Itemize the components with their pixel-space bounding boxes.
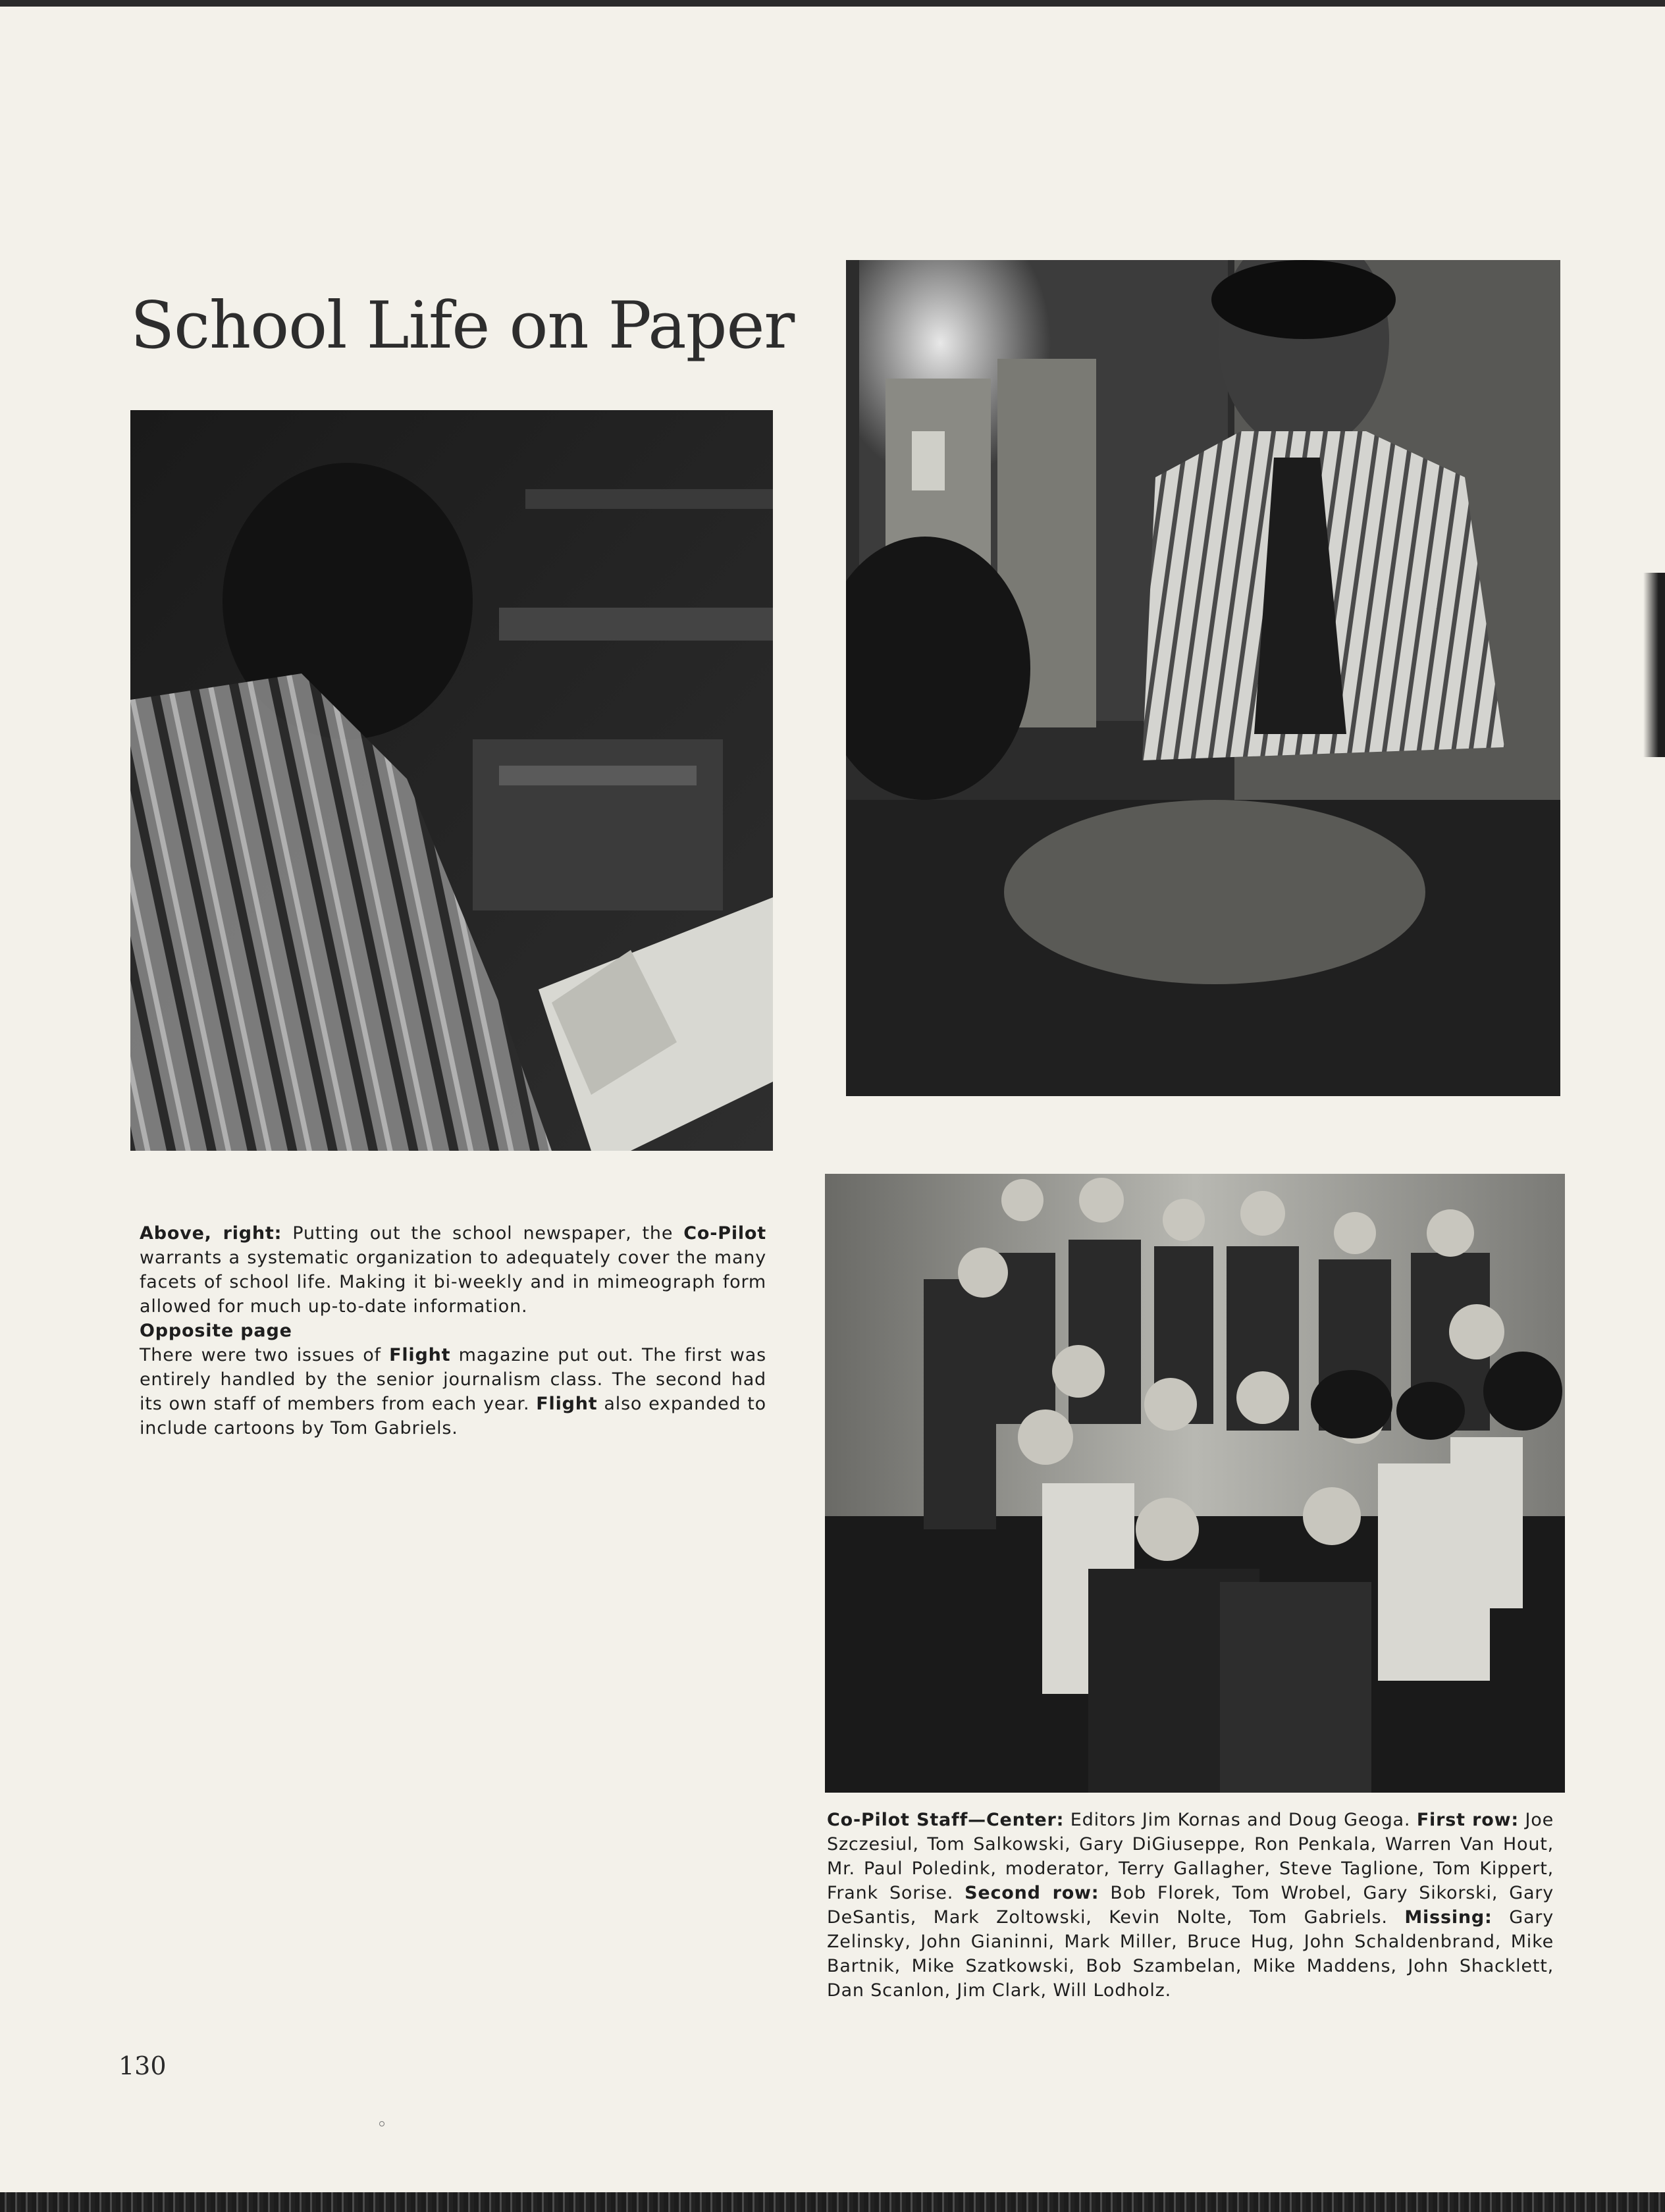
- caption-label-second-row: Second row:: [965, 1883, 1099, 1903]
- caption-text: warrants a systematic organization to adequately cover the many facets of school life. Making it bi-weekly and in mimeograph form allowed for much up-to-date information.: [140, 1248, 766, 1317]
- caption-text: Putting out the school newspaper, the: [282, 1223, 684, 1244]
- caption-flight-paragraph: [140, 1343, 766, 1440]
- caption-staff-paragraph: [827, 1808, 1554, 2003]
- caption-text: Bob Florek, Tom Wrobel, Gary Sikorski, Gary DeSantis, Mark Zoltowski, Kevin Nolte, Tom Gabriels.: [827, 1883, 1554, 1928]
- caption-label-opposite-page: Opposite page: [140, 1321, 292, 1341]
- caption-bold-flight: Flight: [536, 1394, 598, 1414]
- caption-text: There were two issues of: [140, 1345, 390, 1365]
- scan-edge-right: [1643, 573, 1665, 757]
- caption-label-first-row: First row:: [1416, 1810, 1519, 1830]
- caption-opposite-heading: [140, 1319, 766, 1343]
- caption-text: Gary Zelinsky, John Gianinni, Mark Miller, Bruce Hug, John Schaldenbrand, Mike Bartnik, Mike Szatkowski, Bob Szambelan, Mike Maddens, John Shacklett, Dan Scanlon, Jim Clark, Will Lodholz.: [827, 1907, 1554, 2001]
- caption-text: magazine put out. The first was entirely handled by the senior journalism class. The second had its own staff of members from each year.: [140, 1345, 766, 1414]
- caption-bold-flight: Flight: [389, 1345, 451, 1365]
- photo-copilot-staff-group: [825, 1174, 1565, 1793]
- caption-newspaper: [140, 1221, 766, 1440]
- caption-label-missing: Missing:: [1404, 1907, 1493, 1928]
- caption-text: also expanded to include cartoons by Tom Gabriels.: [140, 1394, 766, 1438]
- photo-teacher-with-student: [846, 260, 1560, 1096]
- caption-text: Joe Szczesiul, Tom Salkowski, Gary DiGiuseppe, Ron Penkala, Warren Van Hout, Mr. Paul Poledink, moderator, Terry Gallagher, Steve Taglione, Tom Kippert, Frank Sorise.: [827, 1810, 1554, 1903]
- scan-speck: [379, 2121, 384, 2126]
- page-title: School Life on Paper: [130, 288, 795, 363]
- caption-label-above-right: Above, right:: [140, 1223, 282, 1244]
- scan-edge-top: [0, 0, 1665, 7]
- caption-label-center: Co-Pilot Staff—Center:: [827, 1810, 1065, 1830]
- photo-student-typing: [130, 410, 773, 1151]
- caption-newspaper-paragraph: [140, 1221, 766, 1319]
- caption-bold-copilot: Co-Pilot: [683, 1223, 766, 1244]
- page-number: 130: [119, 2051, 167, 2080]
- scan-edge-bottom: [0, 2192, 1665, 2212]
- caption-staff-list: [827, 1808, 1554, 2003]
- caption-text: Editors Jim Kornas and Doug Geoga.: [1064, 1810, 1417, 1830]
